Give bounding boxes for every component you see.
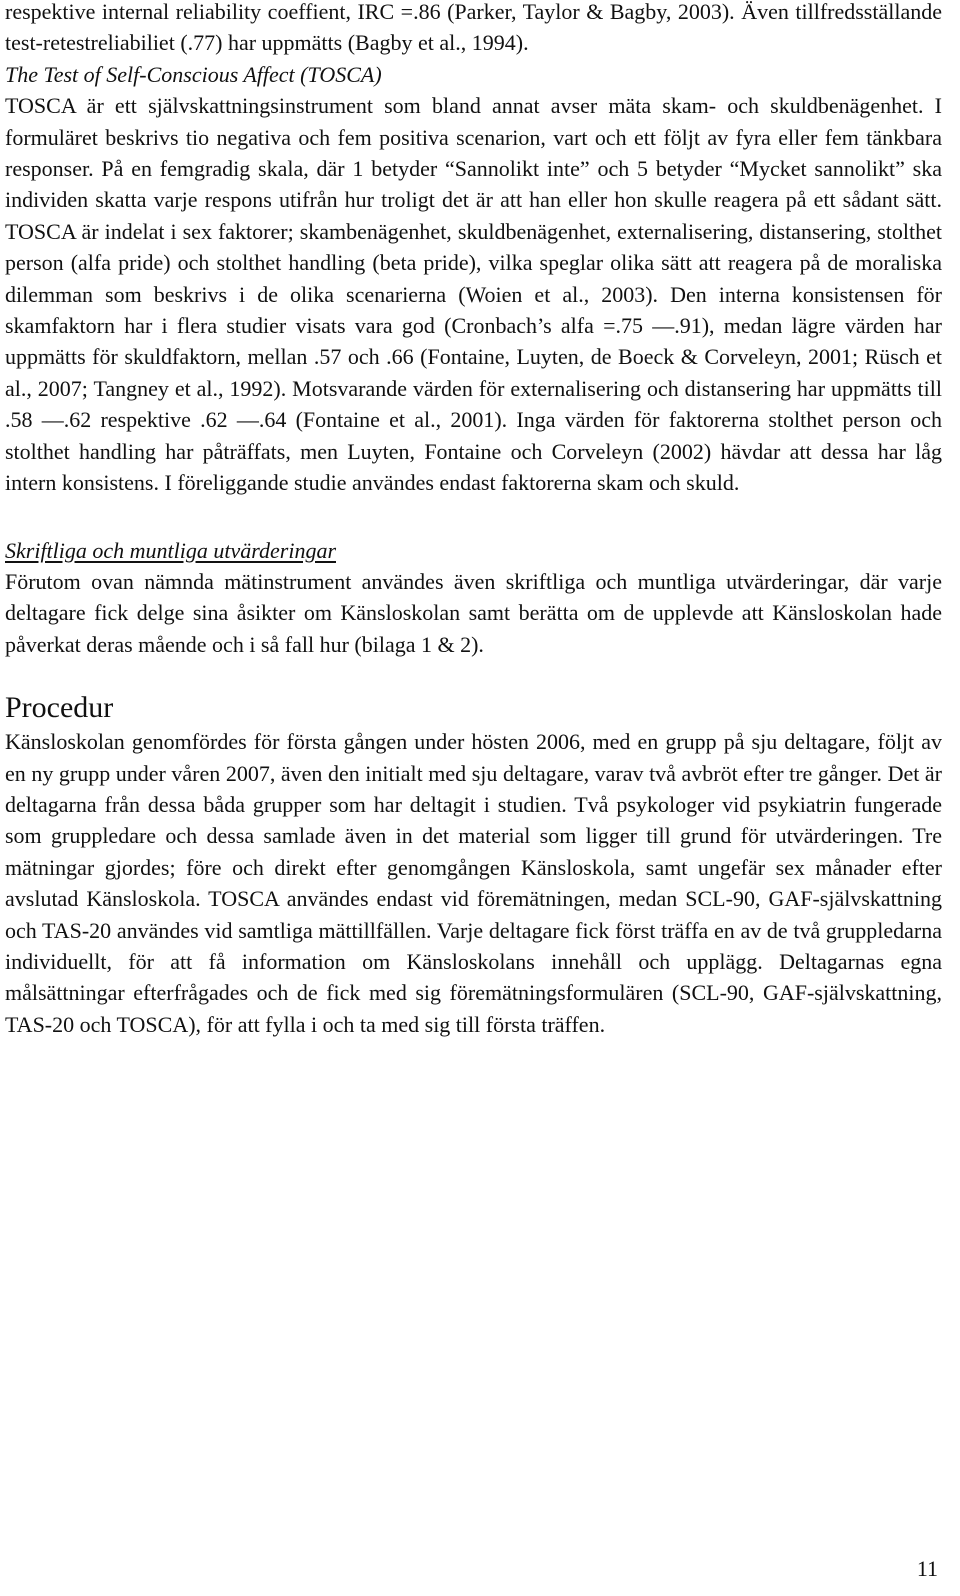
page-number: 11: [916, 1556, 938, 1581]
section-spacer: [5, 499, 942, 535]
evaluations-paragraph: Förutom ovan nämnda mätinstrument användes även skriftliga och muntliga utvärderingar, där varje deltagare fick delge sina åsikter om Känsloskolan samt berätta om de upplevde att Känsloskolan hade påverkat deras mående och i så fall hur (bilaga 1 & 2).: [5, 568, 942, 657]
procedure-paragraph: Känsloskolan genomfördes för första gången under hösten 2006, med en grupp på sju deltagare, följt av en ny grupp under våren 2007, även den initialt med sju deltagare, varav två avbröt efter tre gånger. Det är deltagarna från dessa båda grupper som har deltagit i studien. Två psykologer vid psykiatrin fungerade som gruppledare och dessa samlade även in det material som ligger till grund för utvärderingen. Tre mätningar gjordes; före och direkt efter genomgången Känsloskola, samt ungefär sex månader efter avslutad Känsloskola. TOSCA användes endast vid föremätningen, medan SCL-90, GAF-självskattning och TAS-20 användes vid samtliga mättillfällen. Varje deltagare fick först träffa en av de två gruppledarna individuellt, för att få information om Känsloskolans innehåll och upplägg. Deltagarnas egna målsättningar efterfrågades och de fick med sig föremätningsformulären (SCL-90, GAF-självskattning, TAS-20 och TOSCA), för att fylla i och ta med sig till första träffen.: [5, 729, 942, 1037]
opening-paragraph: respektive internal reliability coeffient, IRC =.86 (Parker, Taylor & Bagby, 2003). Även tillfredsställande test-retestreliabiliet (.77) har uppmätts (Bagby et al., 1994).: [5, 0, 942, 56]
tosca-paragraph: TOSCA är ett självskattningsinstrument som bland annat avser mäta skam- och skuldbenägenhet. I formuläret beskrivs tio negativa och fem positiva scenarion, vart och ett följt av fyra eller fem tänkbara responser. På en femgradig skala, där 1 betyder “Sannolikt inte” och 5 betyder “Mycket sannolikt” ska individen skatta varje respons utifrån hur troligt det är att han eller hon skulle reagera på ett sådant sätt. TOSCA är indelat i sex faktorer; skambenägenhet, skuldbenägenhet, externalisering, distansering, stolthet person (alfa pride) och stolthet handling (beta pride), vilka speglar olika sätt att reagera på de moraliska dilemman som beskrivs i de olika scenarierna (Woien et al., 2003). Den interna konsistensen för skamfaktorn har i flera studier visats vara god (Cronbach’s alfa =.75 —.91), medan lägre värden har uppmätts för skuldfaktorn, mellan .57 och .66 (Fontaine, Luyten, de Boeck & Corveleyn, 2001; Rüsch et al., 2007; Tangney et al., 1992). Motsvarande värden för externalisering och distansering har uppmätts till .58 —.62 respektive .62 —.64 (Fontaine et al., 2001). Inga värden för faktorerna stolthet person och stolthet handling har påträffats, men Luyten, Fontaine och Corveleyn (2002) hävdar att dessa har låg intern konsistens. I föreliggande studie användes endast faktorerna skam och skuld.: [5, 93, 942, 496]
section-spacer: [5, 660, 942, 690]
procedure-heading: Procedur: [5, 691, 114, 725]
tosca-heading: The Test of Self-Conscious Affect (TOSCA): [5, 61, 382, 87]
evaluations-heading: Skriftliga och muntliga utvärderingar: [5, 537, 336, 563]
document-page: [5, 0, 942, 1040]
